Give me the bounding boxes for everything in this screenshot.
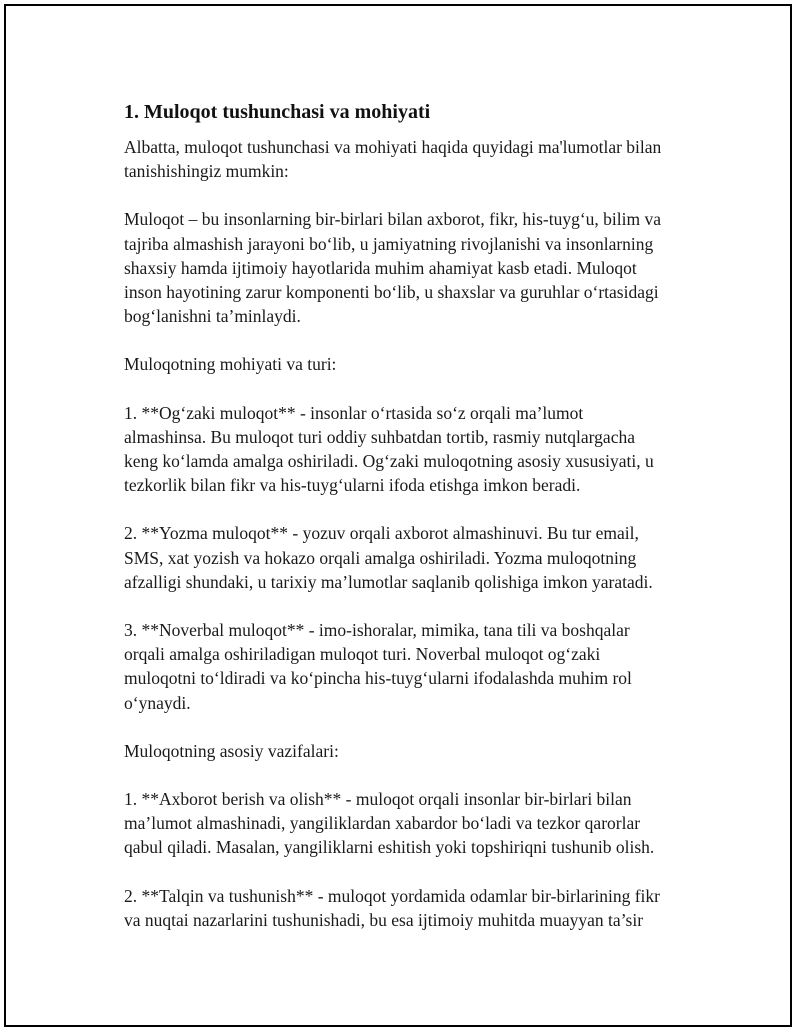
page-frame [4,4,792,1027]
document-body [124,98,706,956]
list-item-nonverbal: 3. **Noverbal muloqot** - imo-ishoralar, mimika, tana tili va boshqalar orqali amalga oshiriladigan muloqot turi. Noverbal muloqot og‘zaki muloqotni to‘ldiradi va ko‘pincha his-tuyg‘ularni ifodalashda muhim rol o‘ynaydi. [124,620,632,713]
types-heading: Muloqotning mohiyati va turi: [124,354,337,375]
definition-paragraph: Muloqot – bu insonlarning bir-birlari bilan axborot, fikr, his-tuyg‘u, bilim va tajriba almashish jarayoni bo‘lib, u jamiyatning rivojlanishi va insonlarning shaxsiy hamda ijtimoiy hayotlarida muhim ahamiyat kasb etadi. Muloqot inson hayotining zarur komponenti bo‘lib, u shaxslar va guruhlar o‘rtasidagi bog‘lanishni ta’minlaydi. [124,209,661,327]
list-item-interpretation: 2. **Talqin va tushunish** - muloqot yordamida odamlar bir-birlarining fikr va nuqtai nazarlarini tushunishadi, bu esa ijtimoiy muhitda muayyan ta’sir [124,885,660,930]
list-item-written: 2. **Yozma muloqot** - yozuv orqali axborot almashinuvi. Bu tur email, SMS, xat yozish va hokazo orqali amalga oshiriladi. Yozma muloqotning afzalligi shundaki, u tarixiy ma’lumotlar saqlanib qolishiga imkon yaratadi. [124,523,653,592]
functions-heading: Muloqotning asosiy vazifalari: [124,740,339,761]
intro-paragraph: Albatta, muloqot tushunchasi va mohiyati haqida quyidagi ma'lumotlar bilan tanishishingiz mumkin: [124,137,662,182]
list-item-information: 1. **Axborot berish va olish** - muloqot orqali insonlar bir-birlari bilan ma’lumot almashinadi, yangiliklardan xabardor bo‘ladi va tezkor qarorlar qabul qiladi. Masalan, yangiliklarni eshitish yoki topshiriqni tushunib olish. [124,789,655,858]
document-title: 1. Muloqot tushunchasi va mohiyati [124,101,431,123]
list-item-verbal: 1. **Og‘zaki muloqot** - insonlar o‘rtasida so‘z orqali ma’lumot almashinsa. Bu muloqot turi oddiy suhbatdan tortib, rasmiy nutqlargacha keng ko‘lamda amalga oshiriladi. Og‘zaki muloqotning asosiy xususiyati, u tezkorlik bilan fikr va his-tuyg‘ularni ifoda etishga imkon beradi. [124,402,654,496]
